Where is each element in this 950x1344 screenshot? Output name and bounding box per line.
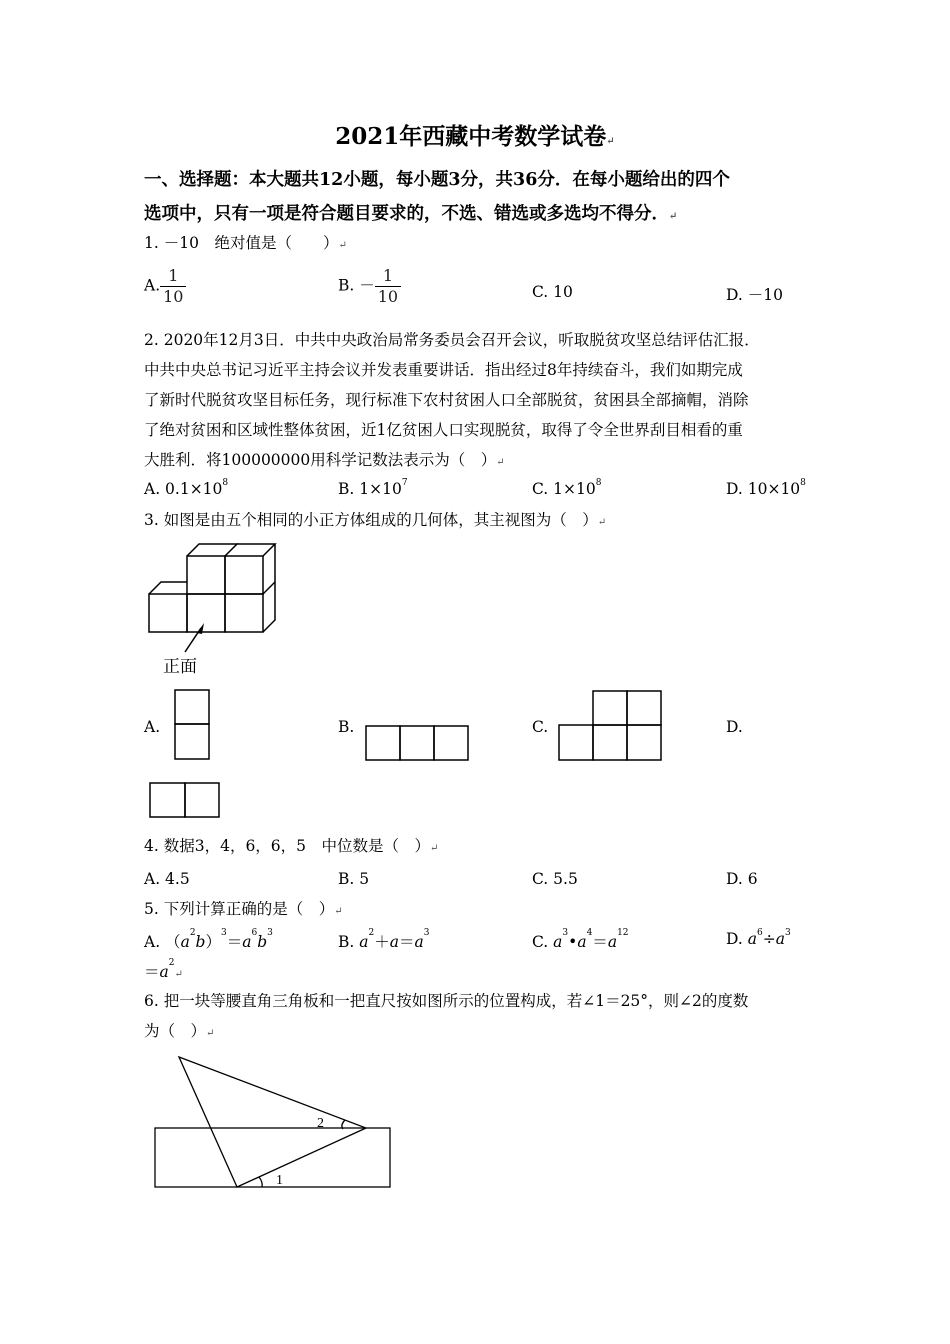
q1-stem: 1. －10 绝对值是（ ）↵ xyxy=(144,234,347,252)
q1-option-c: C. 10 xyxy=(532,283,573,301)
q2-option-b: B. $1\times 10^7$ xyxy=(338,478,408,498)
angle-1-label: 1 xyxy=(276,1173,283,1188)
q4-option-a: A. 4.5 xyxy=(144,870,190,888)
q3-option-d-figure xyxy=(149,782,221,818)
q3-option-a: A. xyxy=(144,718,161,736)
q2-option-c: C. $1\times 10^8$ xyxy=(532,478,602,498)
q3-option-b: B. xyxy=(338,718,355,736)
q3-option-a-figure xyxy=(174,689,210,761)
fraction: $\frac{1}{10}$ xyxy=(160,266,186,307)
q2-option-a: A. $0.1\times 10^8$ xyxy=(144,478,229,498)
q2-option-d: D. $10\times 10^8$ xyxy=(726,478,806,498)
q5-option-a: A. $(a^2b)^3=a^6b^3$ xyxy=(144,928,273,951)
q5-option-d: D. $a^6\div a^3$ xyxy=(726,928,791,948)
angle-2-label: 2 xyxy=(317,1116,324,1131)
q3-option-d: D. xyxy=(726,718,743,736)
q3-stem: 3. 如图是由五个相同的小正方体组成的几何体，其主视图为（ ）↵ xyxy=(144,511,607,529)
fraction: $\frac{1}{10}$ xyxy=(375,266,401,307)
page-title: 2021年西藏中考数学试卷↵ xyxy=(335,123,615,150)
q6-ruler-triangle-figure xyxy=(150,1050,400,1195)
section-heading-line2: 选项中，只有一项是符合题目要求的，不选、错选或多选均不得分．↵ xyxy=(144,204,678,224)
q5-option-b: B. $a^2+a=a^3$ xyxy=(338,928,430,951)
section-heading-line1: 一、选择题：本大题共12小题，每小题3分，共36分．在每小题给出的四个 xyxy=(144,170,730,190)
q5-stem: 5. 下列计算正确的是（ ）↵ xyxy=(144,900,343,918)
q1-option-d: D. －10 xyxy=(726,286,783,304)
front-label: 正面 xyxy=(163,657,197,677)
q3-option-b-figure xyxy=(365,725,471,761)
q3-option-c: C. xyxy=(532,718,549,736)
q6-stem-line1: 6. 把一块等腰直角三角板和一把直尺按如图所示的位置构成，若∠1＝25°，则∠2的度数 xyxy=(144,992,749,1010)
q6-stem-line2: 为（ ）↵ xyxy=(144,1022,215,1040)
q5-option-d-continued: $=a^2↵$ xyxy=(144,958,183,981)
q1-option-a: A. $\frac{1}{10}$ xyxy=(144,266,186,307)
q5-option-c: C. $a^3•a^4=a^{12}$ xyxy=(532,928,629,951)
q1-option-b: B. － $\frac{1}{10}$ xyxy=(338,266,401,307)
q3-option-c-figure xyxy=(558,690,664,762)
q4-option-b: B. 5 xyxy=(338,870,370,888)
q4-option-d: D. 6 xyxy=(726,870,758,888)
q4-stem: 4. 数据3，4，6，6，5 中位数是（ ）↵ xyxy=(144,837,439,855)
q4-option-c: C. 5.5 xyxy=(532,870,578,888)
q2-paragraph: 2. 2020年12月3日．中共中央政治局常务委员会召开会议，听取脱贫攻坚总结评估汇报． 中共中央总书记习近平主持会议并发表重要讲话．指出经过8年持续奋斗，我们如期完成 了新时代脱贫攻坚目标任务，现行标准下农村贫困人口全部脱贫，贫困县全部摘帽，消除 了绝对贫困和区域性整体贫困，近1亿贫困人口实现脱贫，取得了令全世界刮目相看的重 大胜利．将100000000用科学记数法表示为（ ）↵ xyxy=(144,331,760,469)
